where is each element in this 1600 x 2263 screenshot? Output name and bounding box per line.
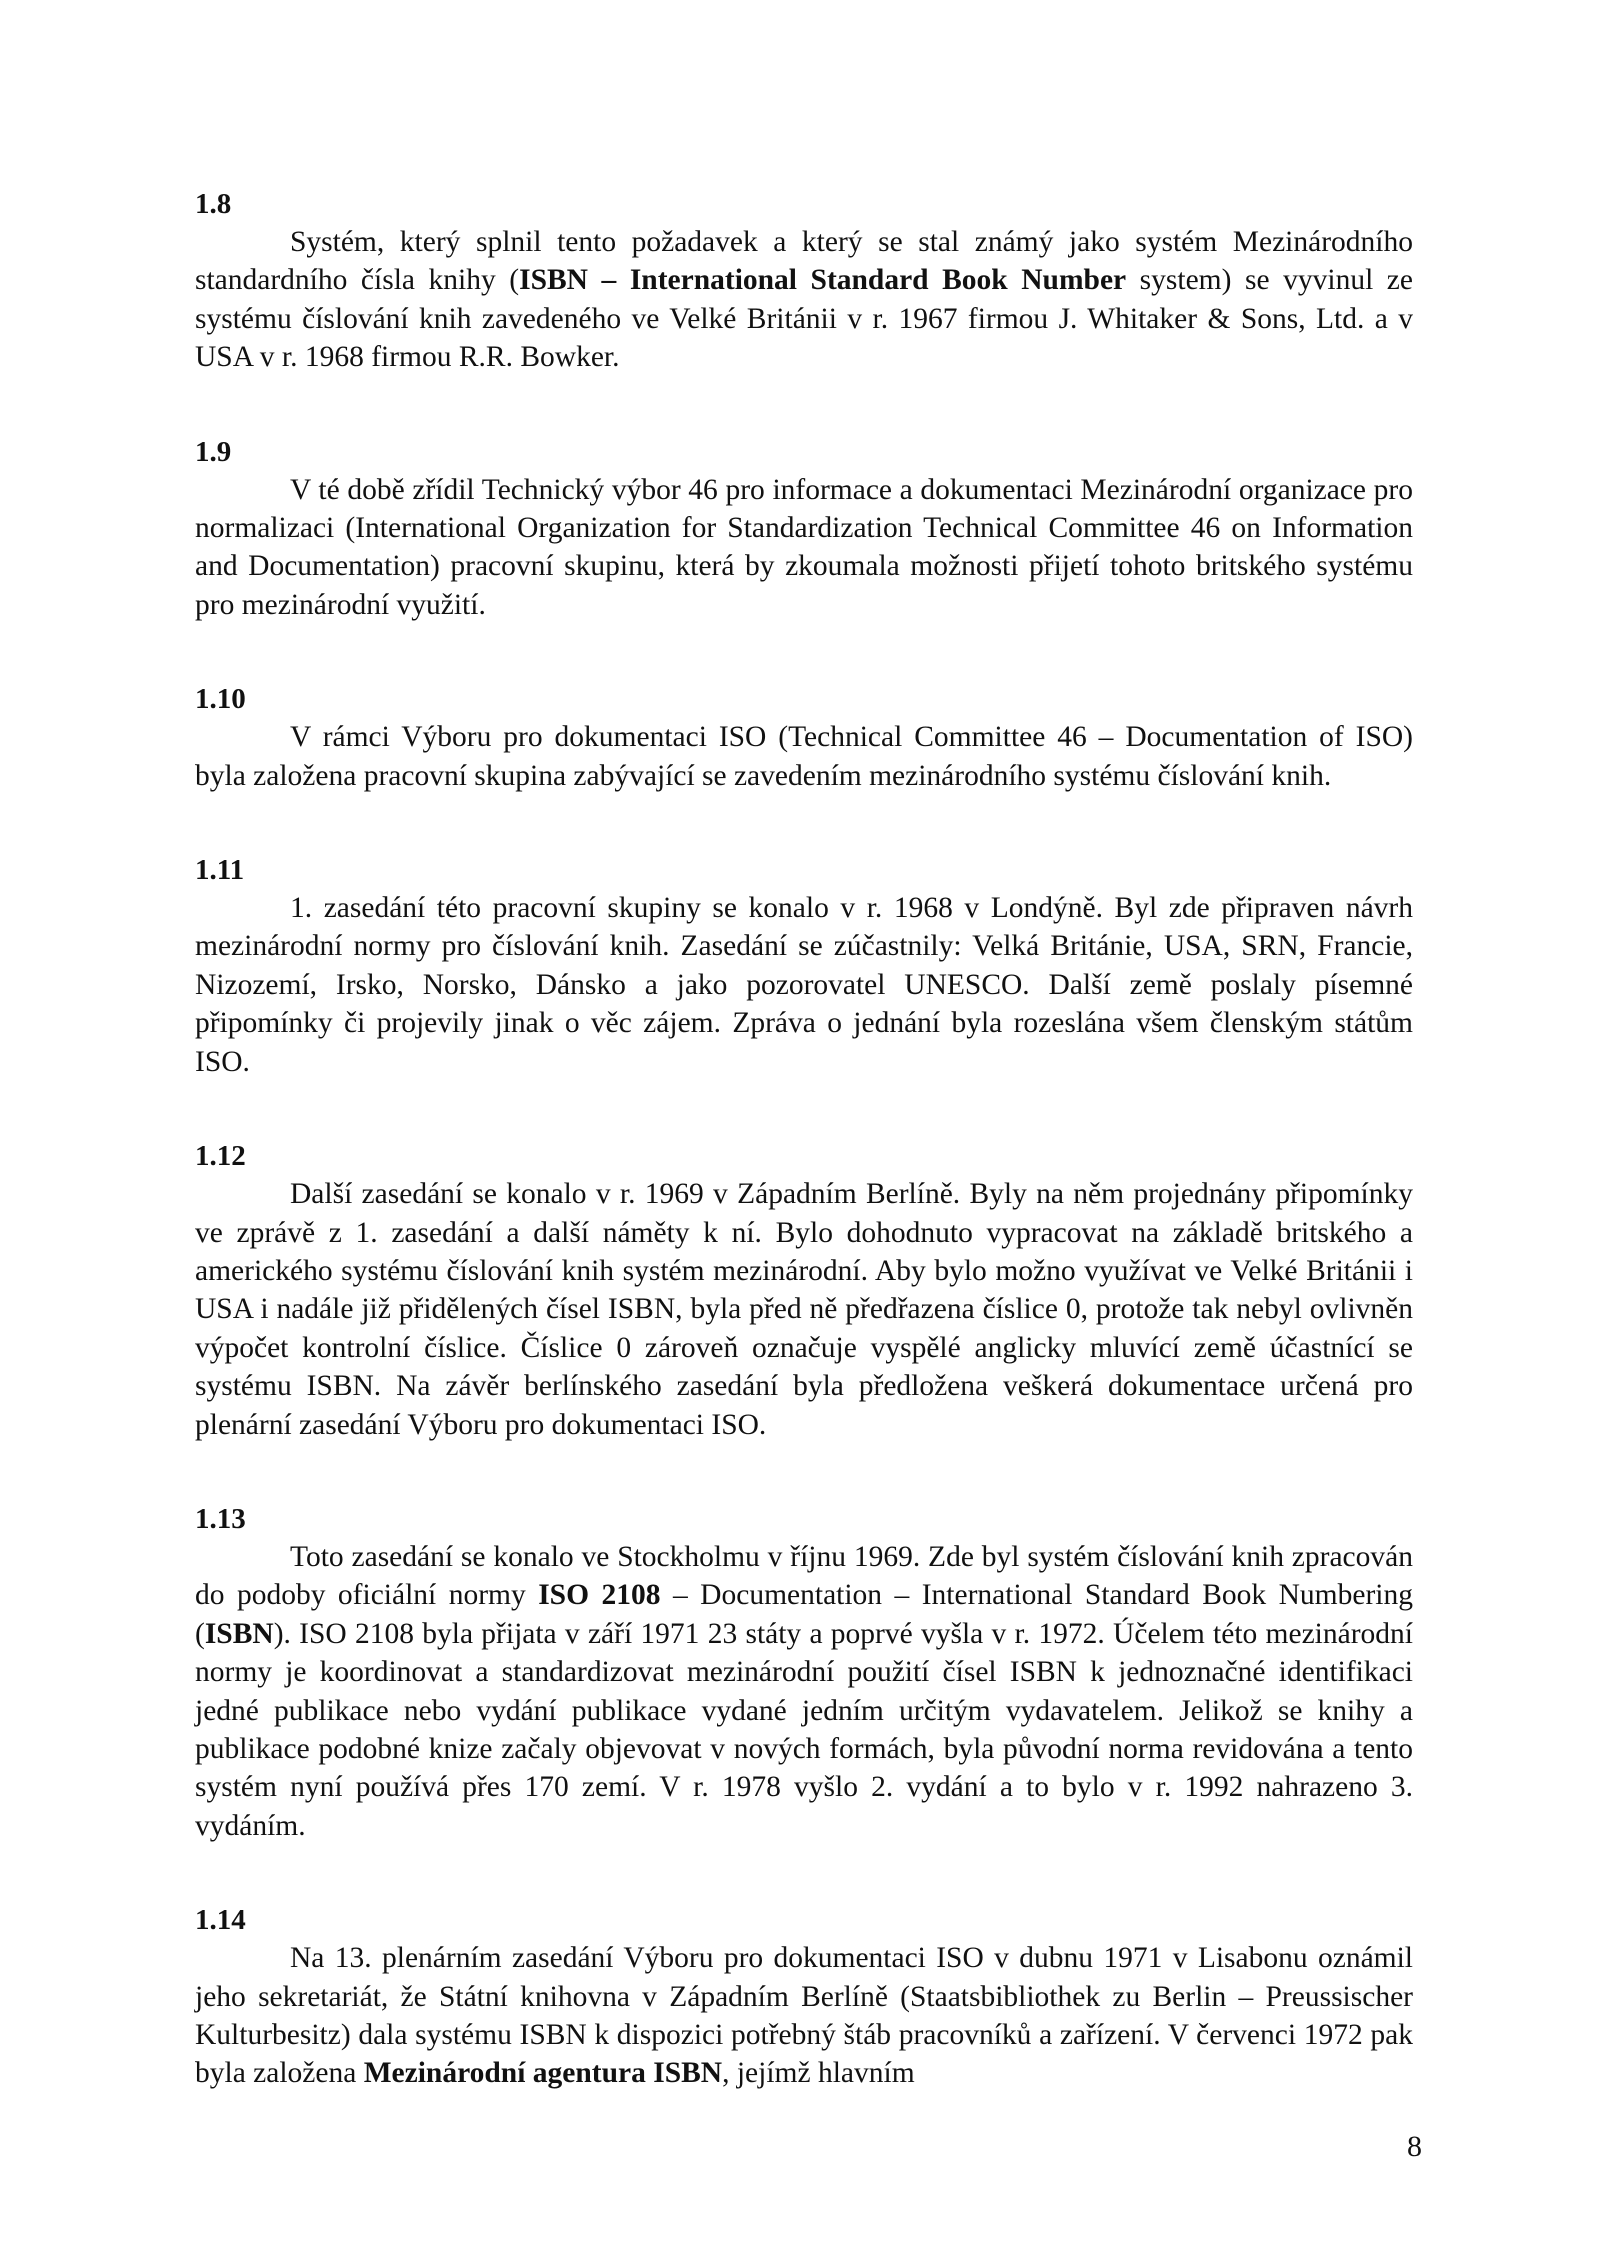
- section-paragraph: 1. zasedání této pracovní skupiny se konalo v r. 1968 v Londýně. Byl zde připraven návrh mezinárodní normy pro číslování knih. Zasedání se zúčastnily: Velká Británie, USA, SRN, Francie, Nizozemí, Irsko, Norsko, Dánsko a jako pozorovatel UNESCO. Další země poslaly písemné připomínky či projevily jinak o věc zájem. Zpráva o jednání byla rozeslána všem členským státům ISO.: [195, 892, 1413, 1078]
- page-body: [195, 185, 1413, 2149]
- bold-term: ISBN: [204, 1617, 274, 1650]
- section-paragraph: Systém, který splnil tento požadavek a který se stal známý jako systém Mezinárodního standardního čísla knihy (ISBN – International Standard Book Number system) se vyvinul ze systému číslování knih zavedeného ve Velké Británii v r. 1967 firmou J. Whitaker & Sons, Ltd. a v USA v r. 1968 firmou R.R. Bowker.: [195, 226, 1413, 374]
- section-number: 1.11: [195, 854, 245, 887]
- section-number: 1.13: [195, 1502, 246, 1535]
- section-paragraph: V rámci Výboru pro dokumentaci ISO (Technical Committee 46 – Documentation of ISO) byla založena pracovní skupina zabývající se zavedením mezinárodního systému číslování knih.: [195, 721, 1413, 792]
- section-1-9: [195, 433, 1413, 625]
- section-paragraph: Toto zasedání se konalo ve Stockholmu v říjnu 1969. Zde byl systém číslování knih zpracován do podoby oficiální normy ISO 2108 – Documentation – International Standard Book Numbering (ISBN). ISO 2108 byla přijata v září 1971 23 státy a poprvé vyšla v r. 1972. Účelem této mezinárodní normy je koordinovat a standardizovat mezinárodní použití čísel ISBN k jednoznačné identifikaci jedné publikace nebo vydání publikace vydané jedním určitým vydavatelem. Jelikož se knihy a publikace podobné knize začaly objevovat v nových formách, byla původní norma revidována a tento systém nyní používá přes 170 zemí. V r. 1978 vyšlo 2. vydání a to bylo v r. 1992 nahrazeno 3. vydáním.: [195, 1540, 1413, 1842]
- page-number: 8: [1407, 2130, 1422, 2163]
- section-number: 1.8: [195, 188, 232, 220]
- section-number: 1.14: [195, 1904, 246, 1937]
- section-1-10: [195, 680, 1413, 795]
- section-1-12: [195, 1137, 1413, 1444]
- section-1-13: [195, 1500, 1413, 1845]
- section-number: 1.12: [195, 1140, 246, 1173]
- section-paragraph: Další zasedání se konalo v r. 1969 v Západním Berlíně. Byly na něm projednány připomínky ve zprávě z 1. zasedání a další náměty k ní. Bylo dohodnuto vypracovat na základě britského a amerického systému číslování knih systém mezinárodní. Aby bylo možno využívat ve Velké Británii i USA i nadále již přidělených čísel ISBN, byla před ně předřazena číslice 0, protože tak nebyl ovlivněn výpočet kontrolní číslice. Číslice 0 zároveň označuje vyspělé anglicky mluvící země účastnící se systému ISBN. Na závěr berlínského zasedání byla předložena veškerá dokumentace určená pro plenární zasedání Výboru pro dokumentaci ISO.: [195, 1178, 1413, 1441]
- bold-term: ISBN – International Standard Book Number: [519, 264, 1127, 297]
- section-number: 1.10: [195, 683, 246, 716]
- section-paragraph: V té době zřídil Technický výbor 46 pro informace a dokumentaci Mezinárodní organizace pro normalizaci (International Organization for Standardization Technical Committee 46 on Information and Documentation) pracovní skupinu, která by zkoumala možnosti přijetí tohoto britského systému pro mezinárodní využití.: [195, 473, 1413, 621]
- section-paragraph: Na 13. plenárním zasedání Výboru pro dokumentaci ISO v dubnu 1971 v Lisabonu oznámil jeho sekretariát, že Státní knihovna v Západním Berlíně (Staatsbibliothek zu Berlin – Preussischer Kulturbesitz) dala systému ISBN k dispozici potřebný štáb pracovníků a zařízení. V červenci 1972 pak byla založena Mezinárodní agentura ISBN, jejímž hlavním: [195, 1942, 1413, 2090]
- section-1-8: [195, 185, 1413, 377]
- bold-term: Mezinárodní agentura ISBN: [363, 2057, 723, 2090]
- bold-term: ISO 2108: [538, 1579, 661, 1612]
- section-1-11: [195, 851, 1413, 1081]
- section-number: 1.9: [195, 435, 232, 468]
- section-1-14: [195, 1901, 1413, 2093]
